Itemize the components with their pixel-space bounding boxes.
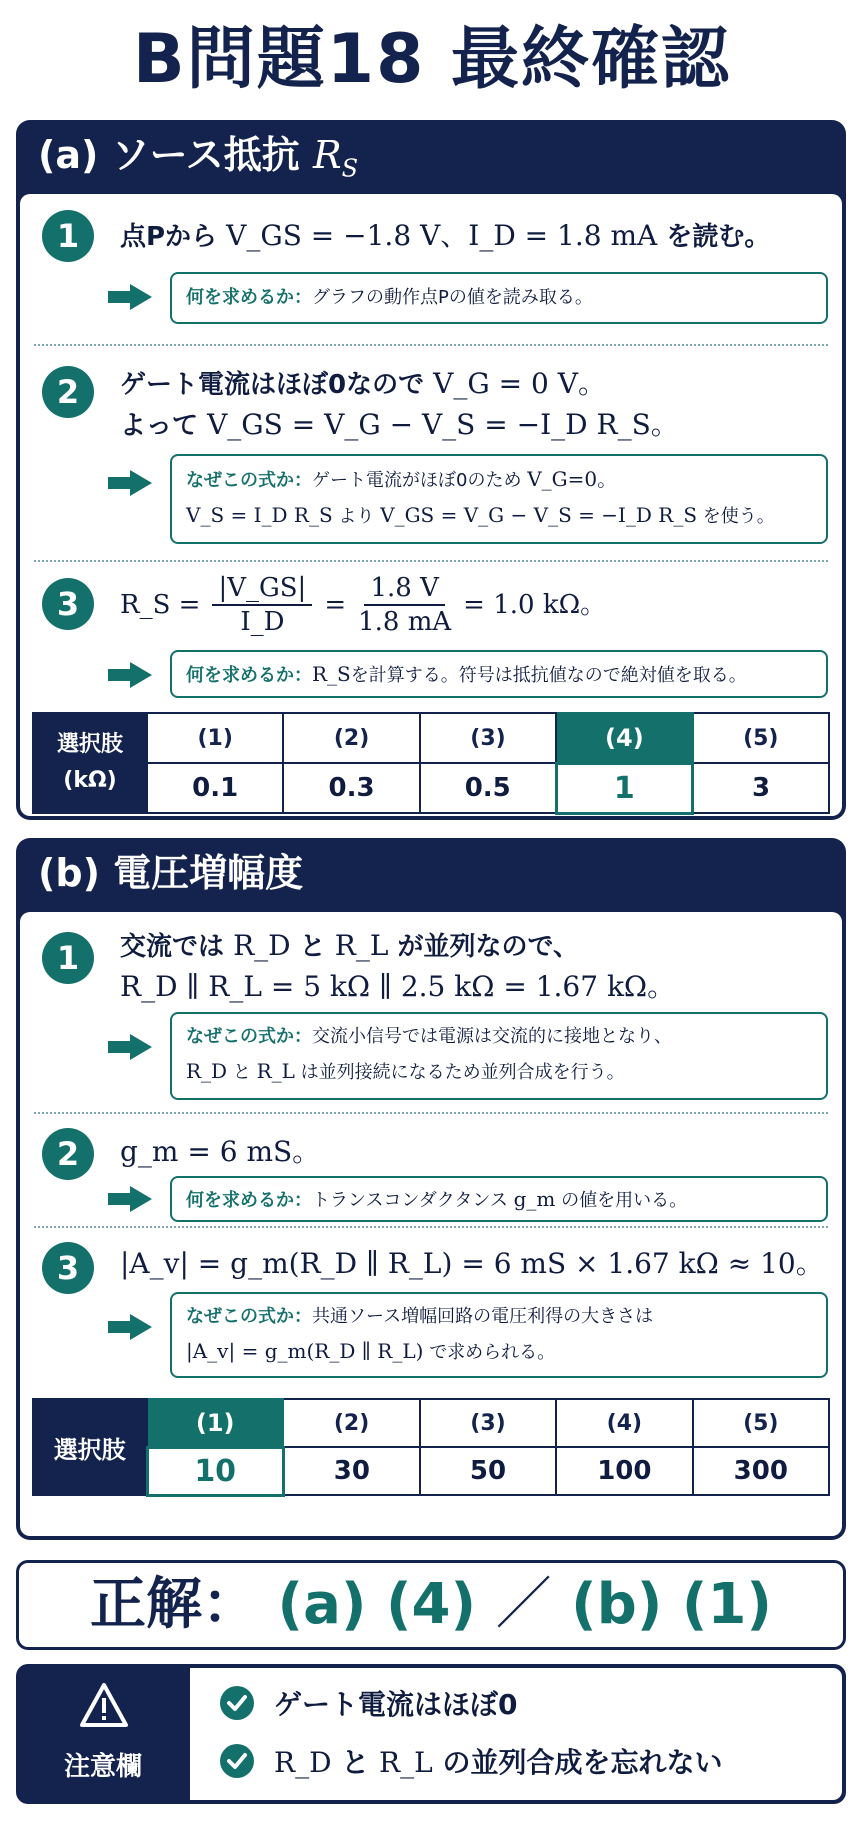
answer-a: (a) (4)	[277, 1572, 477, 1637]
step-a1	[20, 194, 842, 344]
choice-label: (5)	[693, 1399, 829, 1447]
choices-label: 選択肢	[33, 1399, 147, 1495]
choice-label: (5)	[693, 713, 829, 763]
arrow-icon	[108, 1312, 152, 1342]
choices-label: 選択肢 (kΩ)	[33, 713, 147, 813]
choice-value: 300	[693, 1447, 829, 1495]
arrow-icon	[108, 468, 152, 498]
note-box: なぜこの式か：共通ソース増幅回路の電圧利得の大きさは |A_v| = g_m(R_D ∥ R_L) で求められる。	[170, 1292, 828, 1378]
step-main-text: 交流では R_D と R_L が並列なので、 R_D ∥ R_L = 5 kΩ ∥ 2.5 kΩ = 1.67 kΩ。	[120, 929, 676, 1003]
note-box: なぜこの式か：ゲート電流がほぼ0のため V_G=0。 V_S = I_D R_S より V_GS = V_G − V_S = −I_D R_S を使う。	[170, 454, 828, 544]
choice-label: (3)	[420, 1399, 556, 1447]
step-number: 3	[42, 1242, 94, 1294]
answer-b: (b) (1)	[571, 1572, 773, 1637]
step-main-text: g_m = 6 mS。	[120, 1135, 321, 1168]
note-box: 何を求めるか：グラフの動作点Pの値を読み取る。	[170, 272, 828, 324]
step-a3	[20, 562, 842, 702]
step-number: 2	[42, 1128, 94, 1180]
choices-table-b	[32, 1398, 830, 1497]
choice-value: 0.1	[147, 763, 283, 813]
check-icon	[220, 1686, 254, 1720]
answer-separator: ／	[495, 1572, 552, 1637]
caution-item: R_D と R_L の並列合成を忘れない	[220, 1738, 723, 1788]
choice-label: (1)	[147, 713, 283, 763]
section-a	[16, 120, 846, 820]
step-number: 2	[42, 366, 94, 418]
choice-label-selected: (4)	[556, 713, 692, 763]
choice-label-selected: (1)	[147, 1399, 283, 1447]
step-b1	[20, 912, 842, 1112]
step-main-text: 点Pから V_GS = −1.8 V、I_D = 1.8 mA を読む。	[120, 219, 771, 252]
note-box: 何を求めるか：トランスコンダクタンス g_m の値を用いる。	[170, 1176, 828, 1222]
step-b2	[20, 1114, 842, 1226]
choice-value-selected: 10	[147, 1447, 283, 1495]
caution-label: 注意欄	[63, 1752, 142, 1782]
step-main-text: ゲート電流はほぼ0なので V_G = 0 V。 よって V_GS = V_G − V_S = −I_D R_S。	[120, 367, 679, 441]
step-b3	[20, 1228, 842, 1388]
step-number: 3	[42, 578, 94, 630]
note-box: 何を求めるか：R_Sを計算する。符号は抵抗値なので絶対値を取る。	[170, 650, 828, 698]
choice-label: (3)	[420, 713, 556, 763]
section-a-heading: (a) ソース抵抗 $R_S$	[38, 133, 359, 183]
arrow-icon	[108, 282, 152, 312]
section-b-heading: (b) 電圧増幅度	[38, 851, 304, 895]
answer-prefix: 正解：	[89, 1572, 258, 1637]
section-b-body	[20, 912, 842, 1536]
step-number: 1	[42, 932, 94, 984]
arrow-icon	[108, 1032, 152, 1062]
choice-value: 0.3	[283, 763, 419, 813]
caution-box	[16, 1664, 846, 1804]
choice-label: (2)	[283, 1399, 419, 1447]
step-number: 1	[42, 210, 94, 262]
arrow-icon	[108, 660, 152, 690]
section-a-body	[20, 194, 842, 816]
check-icon	[220, 1744, 254, 1778]
choices-table-a	[32, 712, 830, 815]
choice-value-selected: 1	[556, 763, 692, 813]
caution-label-panel	[16, 1664, 190, 1804]
choice-value: 0.5	[420, 763, 556, 813]
arrow-icon	[108, 1184, 152, 1214]
caution-item: ゲート電流はほぼ0	[220, 1680, 517, 1730]
page-title: B問題18 最終確認	[132, 20, 732, 99]
choice-value: 100	[556, 1447, 692, 1495]
answer-box	[16, 1560, 846, 1650]
note-box: なぜこの式か：交流小信号では電源は交流的に接地となり、 R_D と R_L は並列接続になるため並列合成を行う。	[170, 1012, 828, 1100]
choice-value: 30	[283, 1447, 419, 1495]
choice-label: (2)	[283, 713, 419, 763]
choice-value: 50	[420, 1447, 556, 1495]
choice-label: (4)	[556, 1399, 692, 1447]
step-equation: R_S = $\frac{|V\_GS|}{I\_D}$ = $\frac{1.8 V}{1.8 mA}$ = 1.0 kΩ。	[120, 573, 607, 637]
section-b	[16, 838, 846, 1540]
caution-list	[190, 1668, 842, 1800]
step-main-text: |A_v| = g_m(R_D ∥ R_L) = 6 mS × 1.67 kΩ ≈ 10。	[120, 1247, 824, 1280]
choice-value: 3	[693, 763, 829, 813]
warning-icon	[79, 1682, 129, 1728]
step-a2	[20, 346, 842, 560]
